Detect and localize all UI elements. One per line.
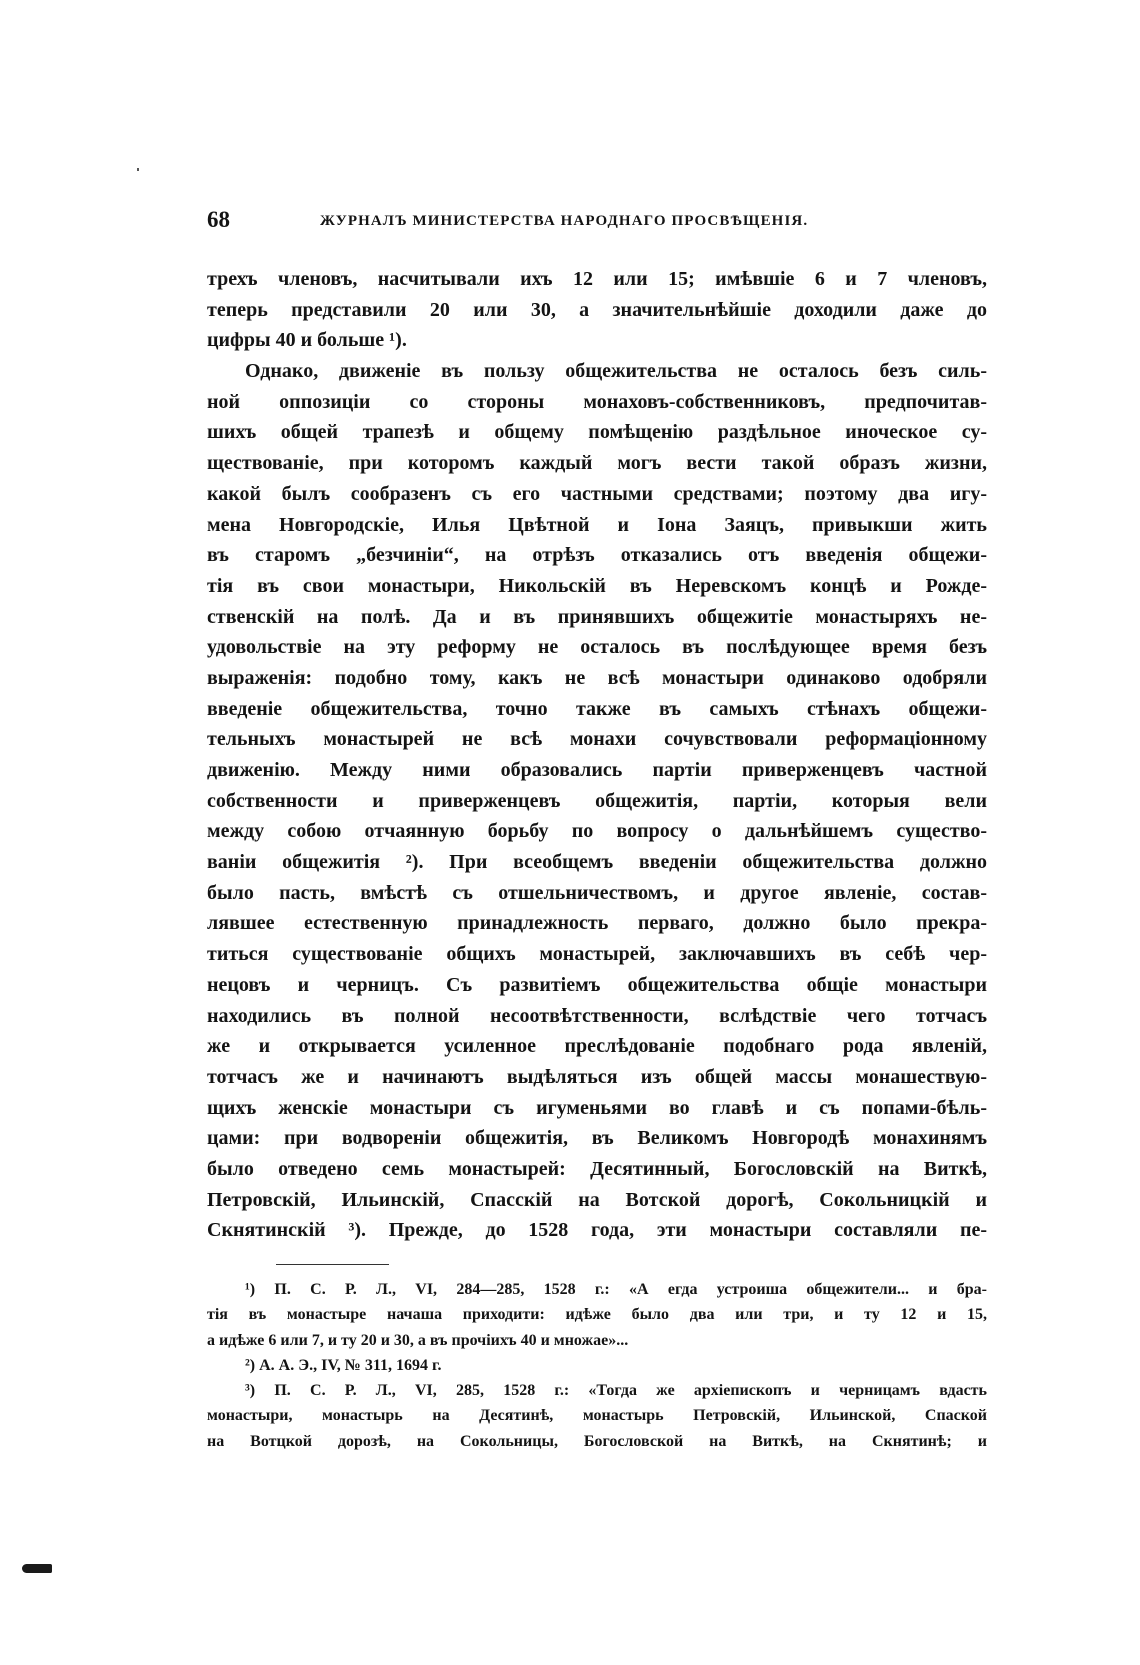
footnote-line: тія въ монастыре начаша приходити: идѣже было два или три, и ту 12 и 15, [207,1306,987,1324]
journal-title: ЖУРНАЛЪ МИНИСТЕРСТВА НАРОДНАГО ПРОСВѢЩЕНІЯ. [320,213,809,229]
page-number: 68 [207,207,230,232]
footnote-line: ³) П. С. Р. Л., VI, 285, 1528 г.: «Тогда же архіепископъ и черницамъ вдасть [245,1382,987,1400]
text-line: ваніи общежитія ²). При всеобщемъ введеніи общежительства должно [207,851,987,874]
body-text [207,264,987,1246]
text-line: движенію. Между ними образовались партіи приверженцевъ частной [207,759,987,781]
text-line: Петровскій, Ильинскій, Спасскій на Вотской дорогѣ, Сокольницкій и [207,1188,987,1211]
running-head [207,207,987,241]
text-line: шихъ общей трапезѣ и общему помѣщенію раздѣльное иноческое су- [207,421,987,444]
footnote-line: ²) А. А. Э., IV, № 311, 1694 г. [245,1356,442,1374]
scan-speck [137,168,139,171]
footnote-line: а идѣже 6 или 7, и ту 20 и 30, а въ прочіихъ 40 и множае»... [207,1331,629,1349]
text-line: трехъ членовъ, насчитывали ихъ 12 или 15; имѣвшіе 6 и 7 членовъ, [207,268,987,290]
footnote-line: ¹) П. С. Р. Л., VI, 284—285, 1528 г.: «А егда устроиша общежители... и бра- [245,1281,987,1298]
text-line: Скнятинскій ³). Прежде, до 1528 года, эти монастыри составляли пе- [207,1219,987,1242]
footnote-line: монастыри, монастырь на Десятинѣ, монастырь Петровскій, Ильинской, Спаской [207,1407,987,1425]
text-line: цами: при водвореніи общежитія, въ Великомъ Новгородѣ монахинямъ [207,1127,987,1150]
text-line: въ старомъ „безчиніи“, на отрѣзъ отказались отъ введенія общежи- [207,544,987,567]
text-line: введеніе общежительства, точно также въ самыхъ стѣнахъ общежи- [207,697,987,720]
text-line: удовольствіе на эту реформу не осталось въ послѣдующее время безъ [207,636,987,659]
text-line: ственскій на полѣ. Да и въ принявшихъ общежитіе монастыряхъ не- [207,605,987,628]
text-line: было пасть, вмѣстѣ съ отшельничествомъ, и другое явленіе, состав- [207,881,987,904]
text-line: какой былъ сообразенъ съ его частными средствами; поэтому два игу- [207,482,987,505]
text-line: находились въ полной несоотвѣтственности, вслѣдствіе чего тотчасъ [207,1004,987,1027]
text-line: титься существованіе общихъ монастырей, заключавшихъ въ себѣ чер- [207,943,987,966]
text-line: тія въ свои монастыри, Никольскій въ Неревскомъ концѣ и Рожде- [207,574,987,597]
text-line: нецовъ и черницъ. Съ развитіемъ общежительства общіе монастыри [207,973,987,996]
text-line: между собою отчаянную борьбу по вопросу о дальнѣйшемъ существо- [207,820,987,843]
scan-edge-mark [22,1564,52,1573]
text-line: Однако, движеніе въ пользу общежительства не осталось безъ силь- [245,360,987,383]
text-line: цифры 40 и больше ¹). [207,329,407,352]
text-line: же и открывается усиленное преслѣдованіе подобнаго рода явленій, [207,1035,987,1058]
text-line: собственности и приверженцевъ общежитія, партіи, которыя вели [207,789,987,812]
text-line: ществованіе, при которомъ каждый могъ вести такой образъ жизни, [207,452,987,475]
footnote-line: на Вотцкой дорозѣ, на Сокольницы, Богословской на Виткѣ, на Скнятинѣ; и [207,1432,987,1450]
text-line: ной оппозиціи со стороны монаховъ-собственниковъ, предпочитав- [207,390,987,413]
text-line: выраженія: подобно тому, какъ не всѣ монастыри одинаково одобряли [207,666,987,689]
footnotes [207,1277,987,1454]
text-line: мена Новгородскіе, Илья Цвѣтной и Іона Заяцъ, привыкши жить [207,513,987,536]
text-line: лявшее естественную принадлежность перваго, должно было прекра- [207,912,987,935]
text-line: тотчасъ же и начинаютъ выдѣляться изъ общей массы монашествую- [207,1065,987,1088]
text-line: было отведено семь монастырей: Десятинный, Богословскій на Виткѣ, [207,1157,987,1180]
footnote-separator [276,1264,389,1265]
text-line: щихъ женскіе монастыри съ игуменьями во главѣ и съ попами-бѣль- [207,1096,987,1119]
text-line: тельныхъ монастырей не всѣ монахи сочувствовали реформаціонному [207,728,987,751]
text-line: теперь представили 20 или 30, а значительнѣйшіе доходили даже до [207,298,987,321]
